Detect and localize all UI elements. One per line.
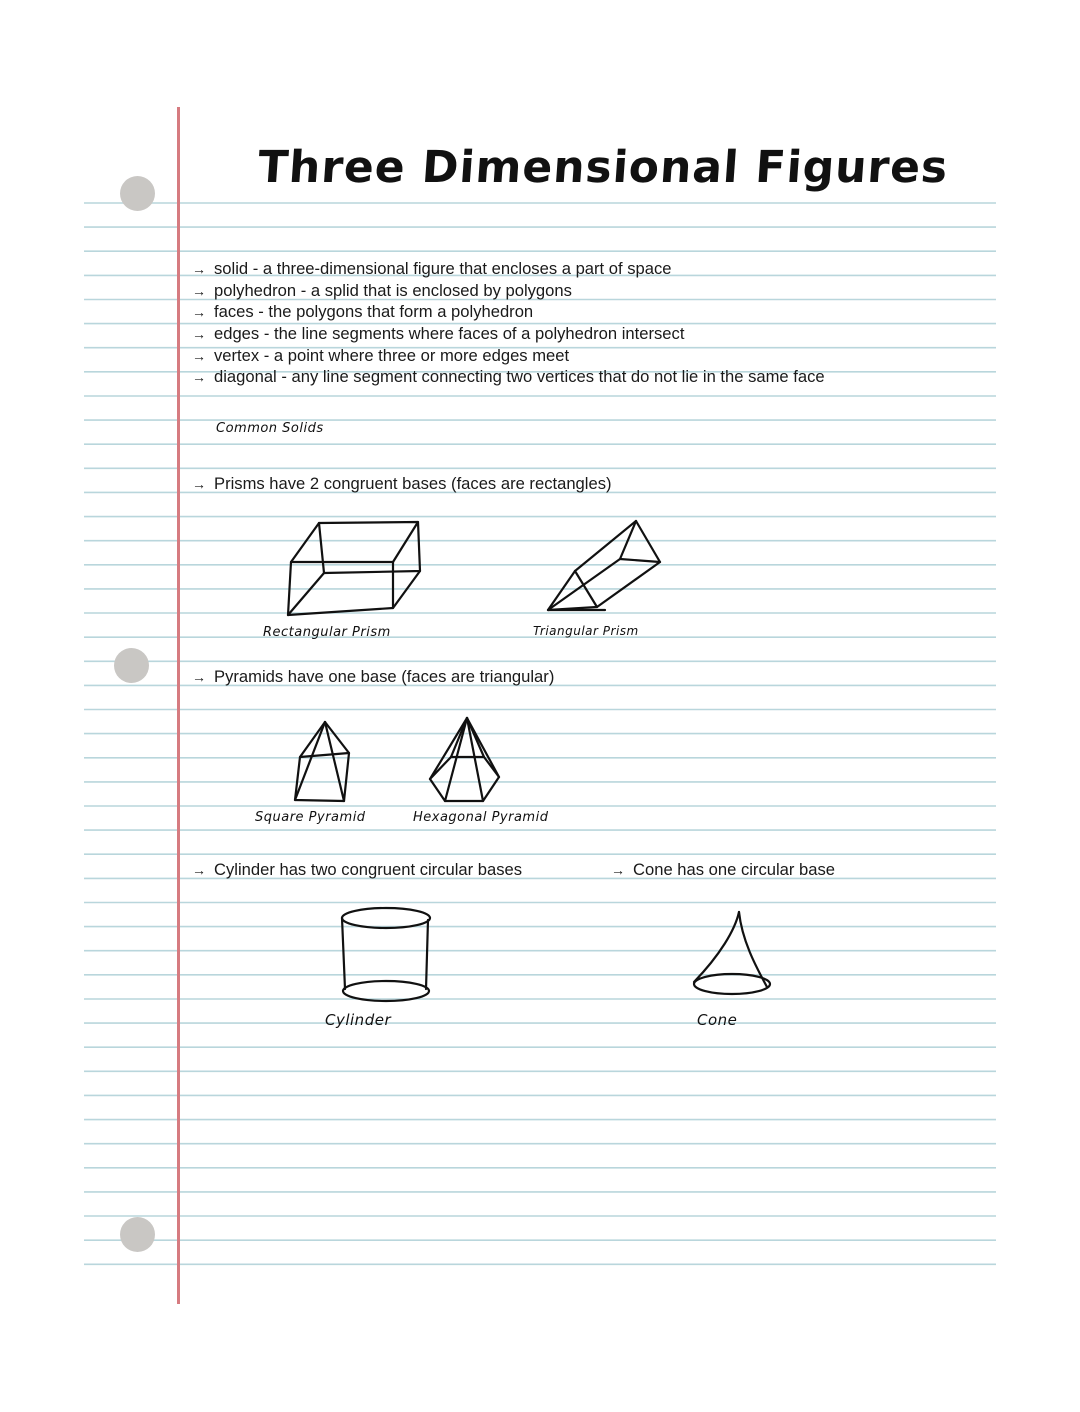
- label-triangular-prism: Triangular Prism: [533, 624, 639, 638]
- square-pyramid-drawing: [295, 722, 349, 801]
- definition-item: → faces - the polygons that form a polyhedron: [192, 301, 533, 324]
- arrow-icon: →: [192, 261, 206, 277]
- arrow-icon: →: [192, 326, 206, 342]
- arrow-icon: →: [192, 476, 206, 492]
- definition-item: → solid - a three-dimensional figure that encloses a part of space: [192, 258, 672, 281]
- section-pyramids: → Pyramids have one base (faces are triangular): [192, 666, 554, 689]
- subheading-common-solids: Common Solids: [216, 421, 324, 436]
- definition-item: → edges - the line segments where faces of a polyhedron intersect: [192, 323, 684, 346]
- cylinder-drawing: [342, 908, 430, 1001]
- page-title: Three Dimensional Figures: [256, 142, 951, 193]
- arrow-icon: →: [192, 669, 206, 685]
- section-prisms: → Prisms have 2 congruent bases (faces are rectangles): [192, 473, 612, 496]
- definition-item: → diagonal - any line segment connecting two vertices that do not lie in the same face: [192, 366, 825, 389]
- definition-item: → polyhedron - a splid that is enclosed by polygons: [192, 280, 572, 303]
- label-cylinder: Cylinder: [325, 1011, 392, 1029]
- arrow-icon: →: [192, 862, 206, 878]
- section-cylinder: → Cylinder has two congruent circular bases: [192, 859, 522, 882]
- triangular-prism-drawing: [548, 521, 660, 610]
- arrow-icon: →: [192, 348, 206, 364]
- hexagonal-pyramid-drawing: [430, 718, 499, 801]
- arrow-icon: →: [192, 369, 206, 385]
- section-cone: → Cone has one circular base: [611, 859, 835, 882]
- rectangular-prism-drawing: [288, 522, 420, 615]
- arrow-icon: →: [192, 304, 206, 320]
- arrow-icon: →: [611, 862, 625, 878]
- label-square-pyramid: Square Pyramid: [255, 810, 366, 825]
- label-hexagonal-pyramid: Hexagonal Pyramid: [413, 810, 549, 825]
- label-rectangular-prism: Rectangular Prism: [263, 625, 391, 640]
- definition-item: → vertex - a point where three or more edges meet: [192, 345, 569, 368]
- cone-drawing: [694, 912, 770, 994]
- arrow-icon: →: [192, 283, 206, 299]
- label-cone: Cone: [697, 1011, 738, 1029]
